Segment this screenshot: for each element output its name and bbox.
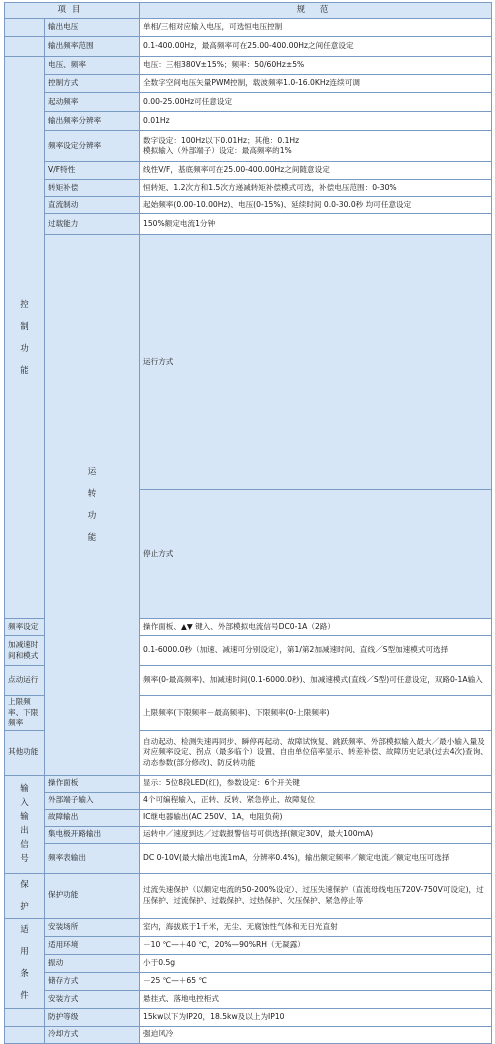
row-name: 加减速时间和模式 xyxy=(5,636,45,666)
table-row xyxy=(5,1026,492,1043)
row-name: 起动频率 xyxy=(45,93,140,112)
row-name: 振动 xyxy=(45,954,140,972)
row-name: 过载能力 xyxy=(45,214,140,235)
row-spec: 数字设定：100Hz以下0.01Hz；其他：0.1Hz 模拟输入（外部端子）设定：最高频率的1% xyxy=(140,131,492,162)
row-name: 控制方式 xyxy=(45,75,140,93)
row-name: 点动运行 xyxy=(5,666,45,696)
row-name: 安装方式 xyxy=(45,990,140,1008)
table-row xyxy=(5,936,492,954)
header-spec: 规 范 xyxy=(140,3,492,19)
row-spec: －25 ℃—＋65 ℃ xyxy=(140,972,492,990)
group-blank xyxy=(5,1008,45,1026)
row-spec: 自动起动、检测失速再同步、瞬停再起动、故障试恢复、跳跃频率、外部模拟输入最大／最小输入量及对应频率设定、拐点（最多临个）设置、自由单位倍率显示、转差补偿、故障历史记录(过去4次)查询、动态参数(部分修改)、防反转功能 xyxy=(140,730,492,775)
row-name: 频率设定分辨率 xyxy=(45,131,140,162)
row-name: 外部端子输入 xyxy=(45,792,140,809)
row-spec: 单相/三相对应输入电压，可选恒电压控制 xyxy=(140,19,492,37)
group-blank xyxy=(5,1026,45,1043)
table-row xyxy=(5,1008,492,1026)
row-spec: 室内，海拔底于1千米，无尘、无腐蚀性气体和无日光直射 xyxy=(140,918,492,936)
row-name: 操作面板 xyxy=(45,775,140,792)
group-label-io: 输 入 输 出 信 号 xyxy=(5,775,45,873)
spec-page xyxy=(4,2,491,1044)
table-row xyxy=(5,809,492,826)
row-name: 转矩补偿 xyxy=(45,180,140,197)
table-row xyxy=(5,162,492,180)
table-row xyxy=(5,918,492,936)
row-spec: －10 ℃—＋40 ℃，20%—90%RH（无凝露） xyxy=(140,936,492,954)
row-name: 集电极开路输出 xyxy=(45,826,140,843)
row-spec: 悬挂式、落地电控柜式 xyxy=(140,990,492,1008)
group-label-env: 适 用 条 件 xyxy=(5,918,45,1008)
row-name: 输出频率范围 xyxy=(45,37,140,57)
row-spec: 0.00-25.00Hz可任意设定 xyxy=(140,93,492,112)
table-row xyxy=(5,57,492,75)
table-row xyxy=(5,75,492,93)
row-name: 防护等级 xyxy=(45,1008,140,1026)
table-row xyxy=(5,990,492,1008)
row-spec: 起始频率(0.00-10.00Hz)、电压(0-15%)、延续时间 0.0-30.0秒 均可任意设定 xyxy=(140,197,492,214)
row-spec: 强迫风冷 xyxy=(140,1026,492,1043)
group-label-protect: 保 护 xyxy=(5,873,45,918)
row-name: 储存方式 xyxy=(45,972,140,990)
row-spec: 运转中／速度到达／过载报警信号可供选择(额定30V，最大100mA) xyxy=(140,826,492,843)
group-blank xyxy=(5,19,45,37)
table-row xyxy=(5,131,492,162)
row-spec: 小于0.5g xyxy=(140,954,492,972)
row-spec: 频率(0-最高频率)、加减速时间(0.1-6000.0秒)、加减速模式(直线／S型)可任意设定，双路0-1A输入 xyxy=(140,666,492,696)
row-spec: 上限频率(下限频率－最高频率)、下限频率(0-上限频率) xyxy=(140,696,492,731)
row-name: 停止方式 xyxy=(140,490,492,619)
table-row xyxy=(5,954,492,972)
row-spec: 0.01Hz xyxy=(140,112,492,131)
table-row xyxy=(5,180,492,197)
row-name: 其他功能 xyxy=(5,730,45,775)
row-spec: 全数字空间电压矢量PWM控制，载波频率1.0-16.0KHz连续可调 xyxy=(140,75,492,93)
header-item: 项目 xyxy=(5,3,140,19)
row-spec: 恒转矩、1.2次方和1.5次方递减转矩补偿模式可选，补偿电压范围：0-30% xyxy=(140,180,492,197)
row-name: 输出电压 xyxy=(45,19,140,37)
table-row xyxy=(5,843,492,873)
row-name: 频率表输出 xyxy=(45,843,140,873)
group-label-run: 运 转 功 能 xyxy=(45,235,140,776)
row-name: 频率设定 xyxy=(5,619,45,636)
row-spec: DC 0-10V(最大输出电流1mA，分辨率0.4%)，输出额定频率／额定电流／额定电压可选择 xyxy=(140,843,492,873)
table-row xyxy=(5,197,492,214)
row-name: 安装场所 xyxy=(45,918,140,936)
row-name: 运行方式 xyxy=(140,235,492,490)
group-blank xyxy=(5,37,45,57)
row-spec: IC继电器输出(AC 250V、1A，电阻负荷) xyxy=(140,809,492,826)
row-spec: 显示：5位8段LED(红)，参数设定：6个开关键 xyxy=(140,775,492,792)
row-name: 电压、频率 xyxy=(45,57,140,75)
row-spec: 15kw以下为IP20，18.5kw及以上为IP10 xyxy=(140,1008,492,1026)
table-row xyxy=(5,775,492,792)
table-row xyxy=(5,792,492,809)
table-row xyxy=(5,37,492,57)
table-row xyxy=(5,826,492,843)
table-row xyxy=(5,235,492,490)
row-name: 上限频率、下限频率 xyxy=(5,696,45,731)
row-spec: 过流失速保护（以额定电流的50-200%设定）、过压失速保护（直流母线电压720V-750V可设定)，过压保护、过流保护、过载保护、过热保护、欠压保护、紧急停止等 xyxy=(140,873,492,918)
row-name: 输出频率分辨率 xyxy=(45,112,140,131)
row-spec: 线性V/F，基底频率可在25.00-400.00Hz之间随意设定 xyxy=(140,162,492,180)
table-row xyxy=(5,214,492,235)
row-name: 冷却方式 xyxy=(45,1026,140,1043)
row-spec: 操作面板、▲▼ 键入、外部模拟电流信号DC0-1A（2路） xyxy=(140,619,492,636)
row-name: 适用环境 xyxy=(45,936,140,954)
table-header-row xyxy=(5,3,492,19)
row-spec: 电压：三相380V±15%；频率：50/60Hz±5% xyxy=(140,57,492,75)
row-name: 故障输出 xyxy=(45,809,140,826)
row-name: 保护功能 xyxy=(45,873,140,918)
row-spec: 0.1-6000.0秒（加速、减速可分别设定），第1/第2加减速时间、直线／S型加速模式可选择 xyxy=(140,636,492,666)
table-row xyxy=(5,112,492,131)
table-row xyxy=(5,19,492,37)
table-row xyxy=(5,873,492,918)
row-name: 直流制动 xyxy=(45,197,140,214)
row-spec: 150%额定电流1分钟 xyxy=(140,214,492,235)
table-row xyxy=(5,93,492,112)
table-row xyxy=(5,972,492,990)
group-label-control: 控 制 功 能 xyxy=(5,57,45,619)
row-spec: 4个可编程输入，正转、反转、紧急停止、故障复位 xyxy=(140,792,492,809)
row-name: V/F特性 xyxy=(45,162,140,180)
spec-table xyxy=(4,2,492,1044)
row-spec: 0.1-400.00Hz，最高频率可在25.00-400.00Hz之间任意设定 xyxy=(140,37,492,57)
